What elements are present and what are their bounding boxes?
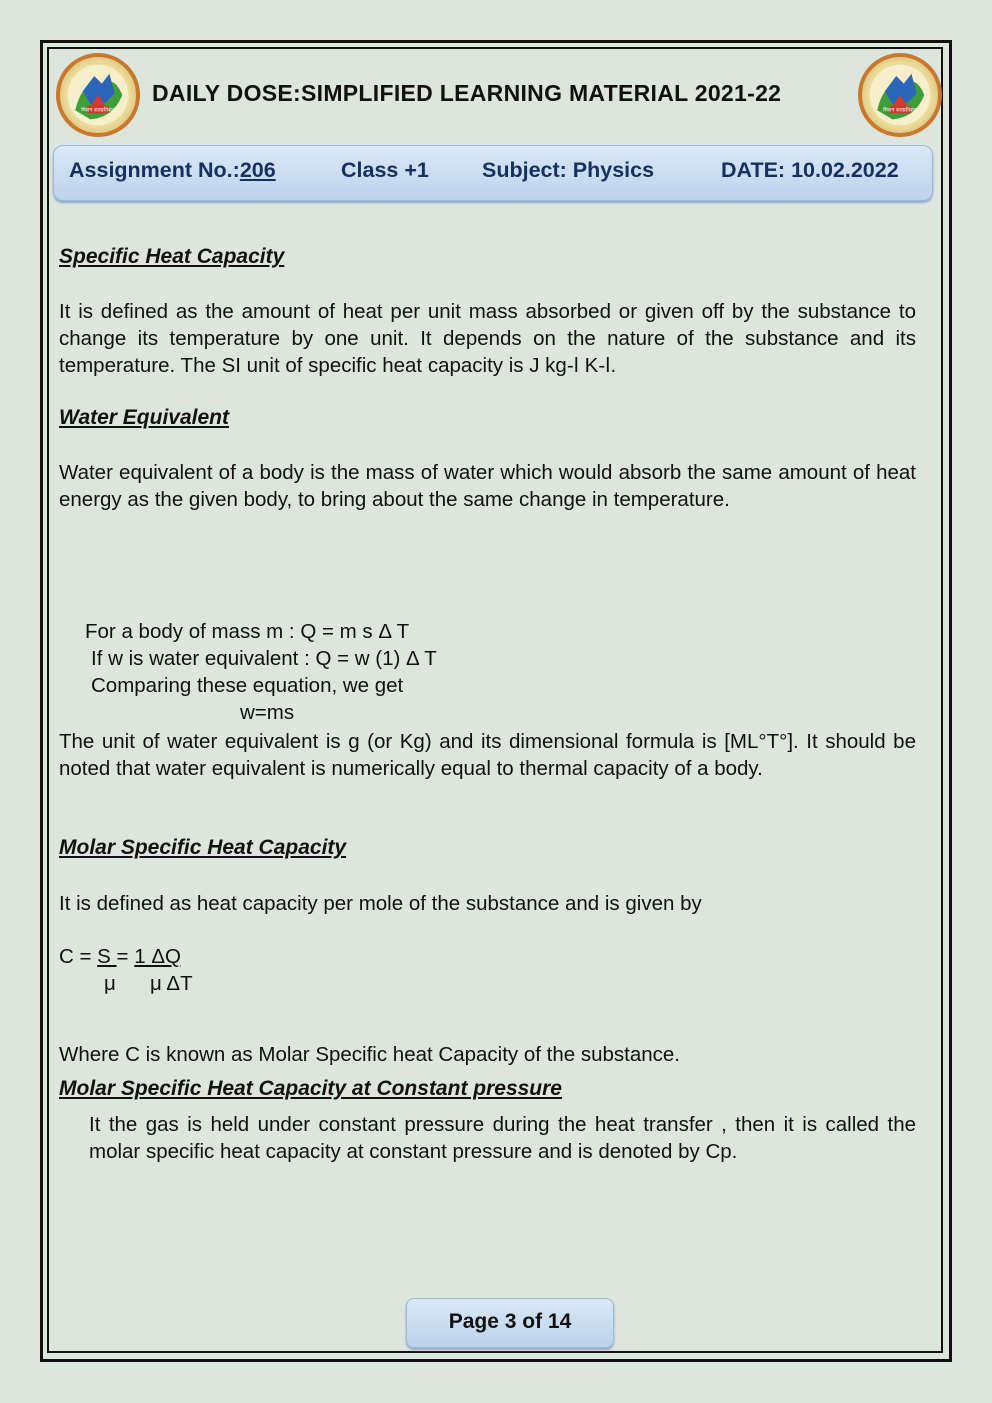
date-label: DATE: 10.02.2022	[721, 158, 899, 182]
equation-water-equivalent: If w is water equivalent : Q = w (1) Δ T	[91, 647, 437, 670]
logo-right-text: मिशन शतप्रतिशत	[883, 107, 917, 114]
page-number-badge: Page 3 of 14	[406, 1298, 614, 1348]
assignment-label: Assignment No.:	[69, 158, 240, 182]
formula-lhs: C =	[59, 945, 98, 968]
assignment-value: 206	[239, 158, 276, 182]
formula-denominator-dt: μ ΔT	[150, 972, 193, 995]
paragraph-specific-heat: It is defined as the amount of heat per unit mass absorbed or given off by the substance to change its temperature by one unit. It depends on the nature of the substance and its temperature. The SI unit of specific heat capacity is J kg-ǀ K-ǀ.	[59, 300, 916, 377]
assignment-number	[69, 158, 276, 183]
mission-logo-left	[56, 53, 140, 137]
equation-mass: For a body of mass m : Q = m s Δ T	[85, 620, 410, 643]
heading-specific-heat: Specific Heat Capacity	[59, 245, 285, 268]
page-title: DAILY DOSE:SIMPLIFIED LEARNING MATERIAL 2021-22	[152, 80, 782, 106]
assignment-info-bar	[53, 145, 933, 201]
formula-numerator-dq: 1 ΔQ	[134, 945, 181, 968]
mission-logo-right	[858, 53, 942, 137]
paragraph-water-equivalent-unit: The unit of water equivalent is g (or Kg) and its dimensional formula is [ML°T°]. It should be noted that water equivalent is numerically equal to thermal capacity of a body.	[59, 730, 916, 780]
paragraph-water-equivalent: Water equivalent of a body is the mass of water which would absorb the same amount of heat energy as the given body, to bring about the same change in temperature.	[59, 461, 916, 511]
formula-numerator-row	[59, 945, 181, 969]
heading-molar-specific-heat: Molar Specific Heat Capacity	[59, 836, 347, 859]
heading-molar-constant-pressure: Molar Specific Heat Capacity at Constant pressure	[59, 1077, 562, 1100]
subject-label: Subject: Physics	[482, 158, 655, 182]
paragraph-molar-definition: Where C is known as Molar Specific heat Capacity of the substance.	[59, 1043, 680, 1066]
formula-numerator-s: S	[97, 945, 117, 968]
formula-equals: =	[116, 945, 135, 968]
class-label: Class +1	[341, 158, 429, 182]
formula-denominator-mu: μ	[104, 972, 116, 995]
equation-result: w=ms	[240, 701, 295, 724]
paragraph-molar-constant-pressure: It the gas is held under constant pressure during the heat transfer , then it is called the molar specific heat capacity at constant pressure and is denoted by Cp.	[89, 1113, 916, 1163]
paragraph-molar-specific-heat: It is defined as heat capacity per mole of the substance and is given by	[59, 892, 702, 915]
logo-left-text: मिशन शतप्रतिशत	[81, 107, 115, 114]
equation-comparison: Comparing these equation, we get	[91, 674, 404, 697]
heading-water-equivalent: Water Equivalent	[59, 406, 229, 429]
